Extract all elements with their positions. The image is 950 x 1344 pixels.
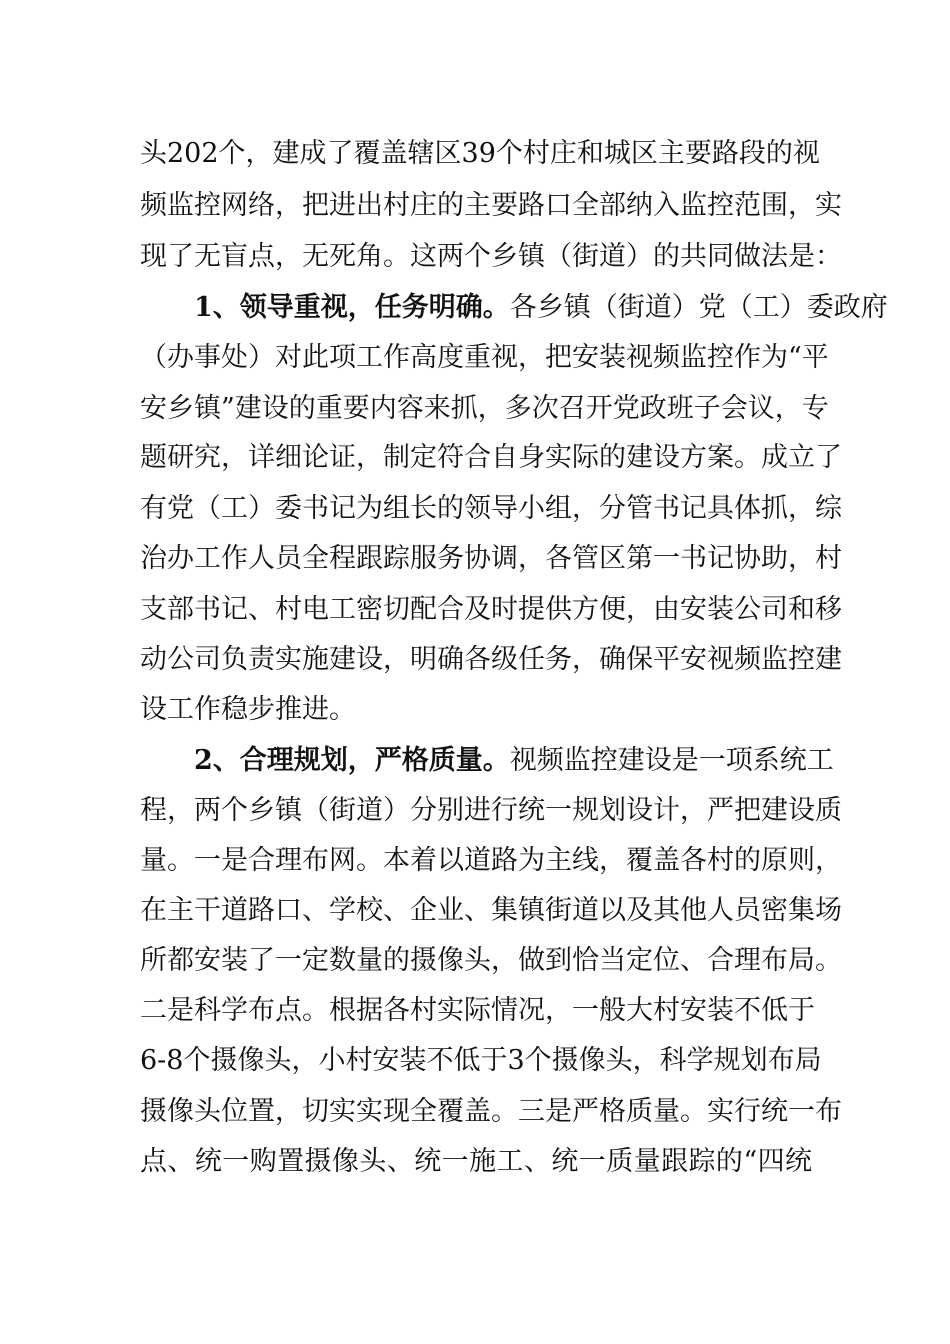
text-line-8: 有党（工）委书记为组长的领导小组，分管书记具体抓，综	[140, 493, 842, 524]
text-line-9: 治办工作人员全程跟踪服务协调，各管区第一书记协助，村	[140, 543, 842, 574]
paragraph-2-text: 视频监控建设是一项系统工	[509, 745, 834, 776]
text-line-6: 安乡镇”建设的重要内容来抓，多次召开党政班子会议，专	[140, 393, 829, 424]
paragraph-1-text: 各乡镇（街道）党（工）委政府	[509, 292, 888, 323]
paragraph-2-first-line	[194, 741, 834, 781]
text-line-20: 摄像头位置，切实实现全覆盖。三是严格质量。实行统一布	[140, 1096, 842, 1127]
paragraph-1-heading: 1、领导重视，任务明确。	[194, 292, 510, 323]
text-line-15: 量。一是合理布网。本着以道路为主线，覆盖各村的原则，	[140, 845, 842, 876]
paragraph-2-heading: 2、合理规划，严格质量。	[194, 745, 510, 776]
text-line-19: 6-8个摄像头，小村安装不低于3个摄像头，科学规划布局	[140, 1045, 822, 1076]
text-line-12: 设工作稳步推进。	[140, 694, 356, 725]
text-line-17: 所都安装了一定数量的摄像头，做到恰当定位、合理布局。	[140, 945, 842, 976]
text-line-14: 程，两个乡镇（街道）分别进行统一规划设计，严把建设质	[140, 795, 842, 826]
text-line-18: 二是科学布点。根据各村实际情况，一般大村安装不低于	[140, 995, 815, 1026]
text-line-11: 动公司负责实施建设，明确各级任务，确保平安视频监控建	[140, 644, 842, 675]
text-line-1: 头202个，建成了覆盖辖区39个村庄和城区主要路段的视	[140, 138, 820, 169]
text-line-10: 支部书记、村电工密切配合及时提供方便，由安装公司和移	[140, 594, 842, 625]
text-line-16: 在主干道路口、学校、企业、集镇街道以及其他人员密集场	[140, 895, 842, 926]
text-line-2: 频监控网络，把进出村庄的主要路口全部纳入监控范围，实	[140, 190, 842, 221]
text-line-5: （办事处）对此项工作高度重视，把安装视频监控作为“平	[140, 342, 829, 373]
text-line-21: 点、统一购置摄像头、统一施工、统一质量跟踪的“四统	[140, 1146, 812, 1177]
text-line-3: 现了无盲点，无死角。这两个乡镇（街道）的共同做法是：	[140, 241, 842, 272]
paragraph-1-first-line	[194, 288, 888, 328]
text-line-7: 题研究，详细论证，制定符合自身实际的建设方案。成立了	[140, 442, 842, 473]
